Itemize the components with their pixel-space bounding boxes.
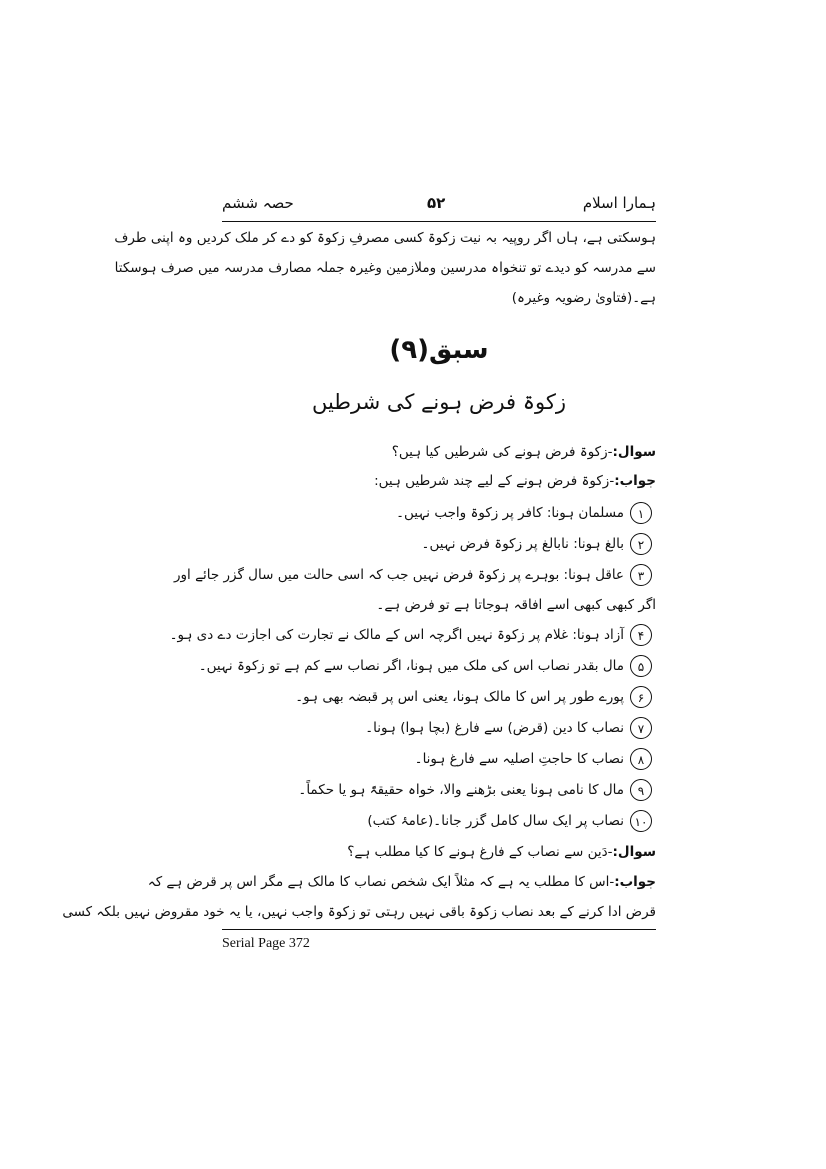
condition-number: ۹	[630, 779, 652, 801]
answer-label: جواب:	[614, 874, 656, 890]
lesson-title: سبق(۹)	[389, 335, 489, 365]
condition-number: ۶	[630, 686, 652, 708]
question-1	[392, 441, 656, 463]
serial-page-label: Serial Page 372	[222, 936, 310, 951]
condition-item: مال کا نامی ہونا یعنی بڑھنے والا، خواہ حقیقۃً ہو یا حکماً۔	[298, 782, 624, 798]
condition-number: ۷	[630, 717, 652, 739]
condition-item: بالغ ہونا: نابالغ پر زکوۃ فرض نہیں۔	[421, 536, 624, 552]
condition-item: مسلمان ہونا: کافر پر زکوۃ واجب نہیں۔	[396, 505, 624, 521]
condition-number: ۴	[630, 624, 652, 646]
condition-number: ۸	[630, 748, 652, 770]
condition-number: ۱	[630, 502, 652, 524]
condition-number: ۱۰	[630, 810, 652, 832]
question-label: سوال:	[612, 844, 656, 860]
condition-item: عاقل ہونا: بوہرے پر زکوۃ فرض نہیں جب کہ اسی حالت میں سال گزر جائے اور	[173, 567, 624, 583]
condition-number: ۵	[630, 655, 652, 677]
condition-item: آزاد ہونا: غلام پر زکوۃ نہیں اگرچہ اس کے مالک نے تجارت کی اجازت دے دی ہو۔	[169, 627, 624, 643]
question-2	[347, 841, 656, 863]
question-text: -زکوۃ فرض ہونے کی شرطیں کیا ہیں؟	[391, 444, 613, 460]
condition-item: مال بقدر نصاب اس کی ملک میں ہونا، اگر نصاب سے کم ہے تو زکوۃ نہیں۔	[198, 658, 624, 674]
answer-label: جواب:	[614, 473, 656, 489]
condition-number: ۳	[630, 564, 652, 586]
condition-continuation: اگر کبھی کبھی اسے افاقہ ہوجاتا ہے تو فرض ہے۔	[376, 597, 656, 613]
condition-item: نصاب کا دین (قرض) سے فارغ (بچا ہوا) ہونا۔	[365, 720, 624, 736]
running-header	[222, 192, 656, 218]
question-text: -دَین سے نصاب کے فارغ ہونے کا کیا مطلب ہے؟	[347, 844, 613, 860]
intro-line-3: ہے۔(فتاویٰ رضویہ وغیرہ)	[511, 290, 656, 306]
condition-item: نصاب پر ایک سال کامل گزر جانا۔(عامۂ کتب)	[367, 813, 624, 829]
question-label: سوال:	[612, 444, 656, 460]
answer-2-line-2: قرض ادا کرنے کے بعد نصاب زکوۃ باقی نہیں رہتی تو زکوۃ واجب نہیں، یا یہ خود مقروض نہیں بلکہ کسی	[62, 904, 656, 920]
answer-text: -اس کا مطلب یہ ہے کہ مثلاً ایک شخص نصاب کا مالک ہے مگر اس پر قرض ہے کہ	[147, 874, 615, 890]
part-label: حصہ ششم	[222, 194, 294, 212]
condition-number: ۲	[630, 533, 652, 555]
answer-2	[147, 871, 656, 893]
footer-rule	[222, 929, 656, 930]
intro-line-2: سے مدرسہ کو دیدے تو تنخواہ مدرسین وملازمین وغیرہ جملہ مصارف مدرسہ میں صرف ہوسکتا	[114, 260, 656, 276]
page-number: ۵۲	[427, 194, 446, 212]
header-rule	[222, 221, 656, 222]
condition-item: پورے طور پر اس کا مالک ہونا، یعنی اس پر قبضہ بھی ہو۔	[295, 689, 624, 705]
answer-text: -زکوۃ فرض ہونے کے لیے چند شرطیں ہیں:	[374, 473, 615, 489]
lesson-subtitle: زکوۃ فرض ہونے کی شرطیں	[311, 390, 567, 414]
book-title: ہمارا اسلام	[582, 194, 656, 212]
condition-item: نصاب کا حاجتِ اصلیہ سے فارغ ہونا۔	[414, 751, 624, 767]
answer-1	[374, 470, 656, 492]
intro-line-1: ہوسکتی ہے، ہاں اگر روپیہ بہ نیت زکوۃ کسی مصرفِ زکوۃ کو دے کر ملک کردیں وہ اپنی طرف	[114, 230, 656, 246]
